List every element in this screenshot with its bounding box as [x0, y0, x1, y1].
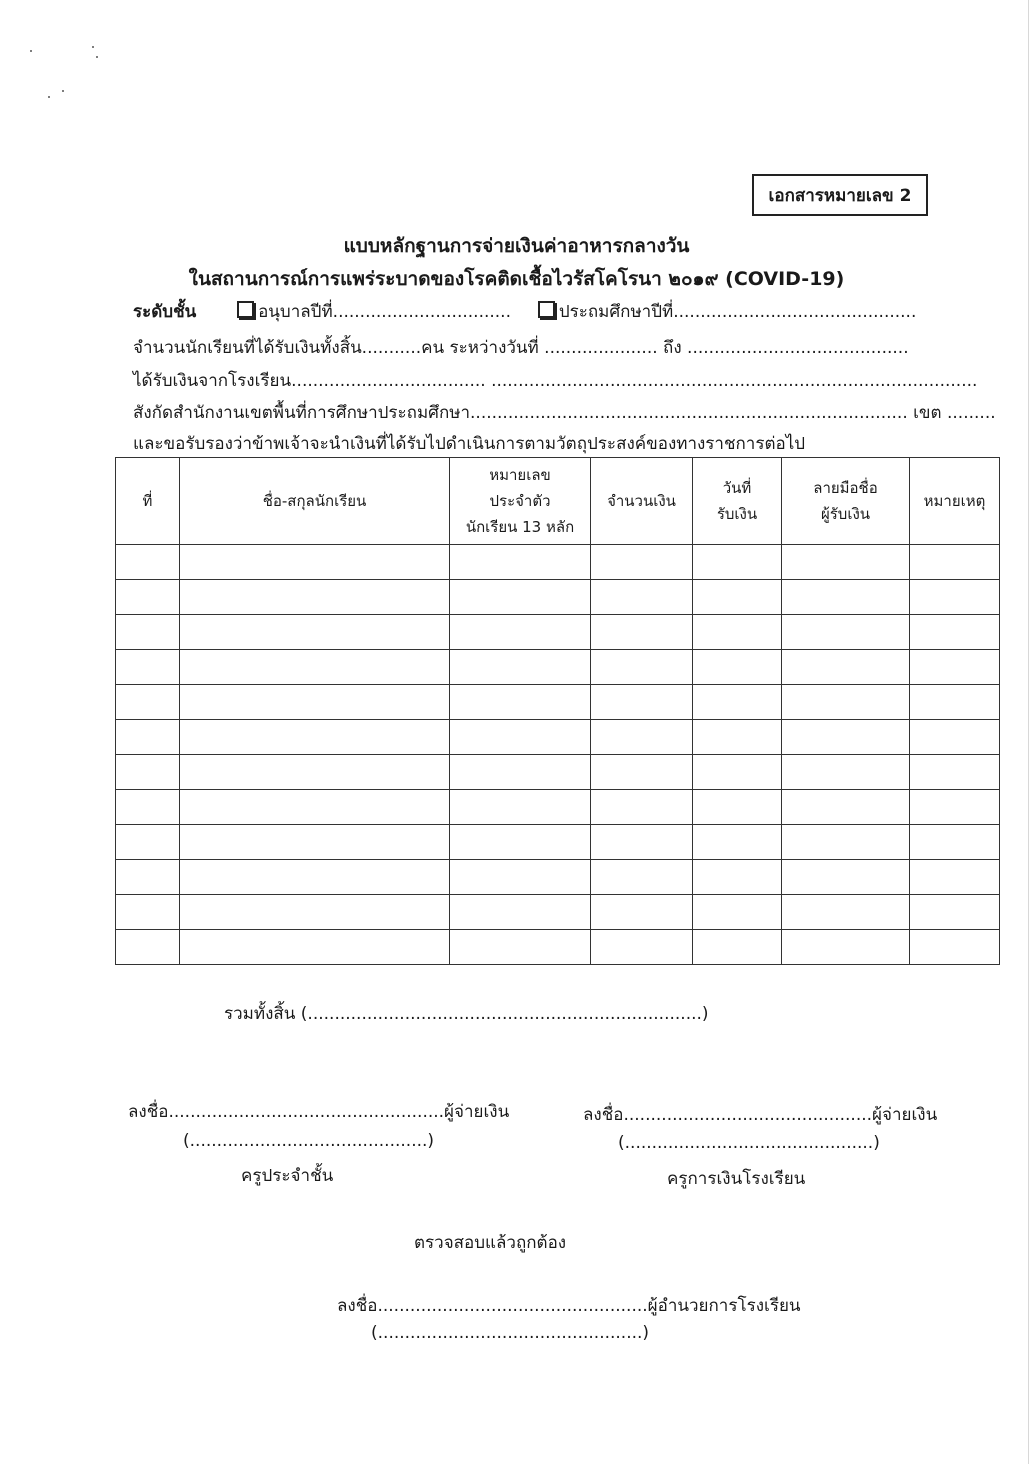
header-label: จำนวนเงิน [607, 492, 676, 510]
table-cell[interactable] [116, 545, 180, 580]
scan-speck [62, 90, 64, 92]
certification-line: และขอรับรองว่าข้าพเจ้าจะนำเงินที่ได้รับไปดำเนินการตามวัตถุประสงค์ของทางราชการต่อไป [133, 434, 806, 454]
table-cell[interactable] [693, 825, 782, 860]
table-cell[interactable] [693, 720, 782, 755]
table-cell[interactable] [910, 650, 1000, 685]
table-cell[interactable] [116, 860, 180, 895]
table-header-cell [693, 458, 782, 545]
payment-table [115, 457, 1000, 965]
table-cell[interactable] [450, 650, 591, 685]
payer-role: ครูประจำชั้น [241, 1166, 334, 1186]
table-cell[interactable] [782, 720, 910, 755]
table-cell[interactable] [180, 790, 450, 825]
table-cell[interactable] [693, 790, 782, 825]
table-cell[interactable] [116, 790, 180, 825]
table-cell[interactable] [180, 615, 450, 650]
table-cell[interactable] [591, 615, 693, 650]
header-label: ที่ [142, 492, 153, 510]
table-cell[interactable] [910, 685, 1000, 720]
school-line: ได้รับเงินจากโรงเรียน.................................... .......................................................................................... [133, 371, 978, 391]
table-cell[interactable] [693, 580, 782, 615]
table-cell[interactable] [591, 755, 693, 790]
scan-speck [30, 50, 32, 52]
table-cell[interactable] [450, 755, 591, 790]
kindergarten-checkbox[interactable] [237, 301, 254, 318]
table-cell[interactable] [591, 895, 693, 930]
table-cell[interactable] [782, 650, 910, 685]
office-line: สังกัดสำนักงานเขตพื้นที่การศึกษาประถมศึกษา................................................................................. เขต ......... [133, 403, 996, 423]
table-cell[interactable] [116, 580, 180, 615]
table-cell[interactable] [910, 790, 1000, 825]
table-cell[interactable] [116, 615, 180, 650]
primary-field: ประถมศึกษาปีที่............................................. [558, 302, 917, 322]
table-cell[interactable] [116, 720, 180, 755]
table-cell[interactable] [591, 860, 693, 895]
table-cell[interactable] [116, 685, 180, 720]
table-cell[interactable] [450, 790, 591, 825]
table-cell[interactable] [782, 895, 910, 930]
header-label: ประจำตัว [489, 492, 551, 510]
table-cell[interactable] [450, 545, 591, 580]
table-header-row [116, 458, 1000, 545]
table-cell[interactable] [180, 720, 450, 755]
table-cell[interactable] [910, 580, 1000, 615]
header-label: ลายมือชื่อ [813, 479, 878, 497]
table-cell[interactable] [782, 685, 910, 720]
table-cell[interactable] [591, 930, 693, 965]
payer-signature-line: ลงชื่อ...................................................ผู้จ่ายเงิน [128, 1102, 510, 1122]
table-header-cell [450, 458, 591, 545]
director-name-parentheses: (.................................................) [371, 1323, 650, 1343]
table-cell[interactable] [180, 755, 450, 790]
table-cell[interactable] [450, 860, 591, 895]
table-header-cell [180, 458, 450, 545]
table-cell[interactable] [910, 755, 1000, 790]
table-body [116, 545, 1000, 965]
table-cell[interactable] [782, 860, 910, 895]
header-label: หมายเหตุ [923, 492, 986, 510]
table-cell[interactable] [693, 545, 782, 580]
table-cell[interactable] [693, 895, 782, 930]
table-cell[interactable] [910, 825, 1000, 860]
table-cell[interactable] [782, 580, 910, 615]
finance-role: ครูการเงินโรงเรียน [667, 1169, 806, 1189]
table-cell[interactable] [782, 545, 910, 580]
table-cell[interactable] [591, 685, 693, 720]
table-cell[interactable] [450, 895, 591, 930]
table-cell[interactable] [116, 930, 180, 965]
table-cell[interactable] [693, 615, 782, 650]
page-edge [1028, 0, 1029, 1464]
table-row [116, 895, 1000, 930]
header-label: ชื่อ-สกุลนักเรียน [262, 492, 367, 510]
total-line: รวมทั้งสิ้น (.........................................................................) [224, 1004, 709, 1024]
table-row [116, 545, 1000, 580]
table-cell[interactable] [180, 685, 450, 720]
table-cell[interactable] [910, 720, 1000, 755]
verified-label: ตรวจสอบแล้วถูกต้อง [414, 1233, 567, 1253]
table-cell[interactable] [450, 825, 591, 860]
table-row [116, 790, 1000, 825]
header-label: รับเงิน [716, 505, 758, 523]
table-cell[interactable] [450, 685, 591, 720]
table-header-cell [782, 458, 910, 545]
table-header-cell [116, 458, 180, 545]
primary-checkbox[interactable] [538, 301, 555, 318]
header-label: นักเรียน 13 หลัก [465, 518, 575, 536]
table-header-cell [591, 458, 693, 545]
table-row [116, 825, 1000, 860]
document-number-badge: เอกสารหมายเลข 2 [752, 174, 928, 216]
table-cell[interactable] [180, 580, 450, 615]
kindergarten-field: อนุบาลปีที่................................. [258, 302, 511, 322]
table-cell[interactable] [180, 860, 450, 895]
table-cell[interactable] [591, 545, 693, 580]
table-cell[interactable] [591, 650, 693, 685]
table-cell[interactable] [116, 825, 180, 860]
table-cell[interactable] [782, 930, 910, 965]
payer-name-parentheses: (............................................) [183, 1131, 435, 1151]
grade-level-label: ระดับชั้น [133, 302, 197, 322]
director-signature-line: ลงชื่อ..................................................ผู้อำนวยการโรงเรียน [337, 1296, 801, 1316]
table-cell[interactable] [910, 930, 1000, 965]
table-cell[interactable] [450, 580, 591, 615]
table-cell[interactable] [910, 895, 1000, 930]
table-cell[interactable] [450, 930, 591, 965]
table-row [116, 930, 1000, 965]
table-row [116, 860, 1000, 895]
table-row [116, 755, 1000, 790]
header-label: วันที่ [722, 479, 752, 497]
header-label: ผู้รับเงิน [820, 505, 871, 523]
table-header-cell [910, 458, 1000, 545]
table-cell[interactable] [116, 650, 180, 685]
scan-speck [96, 56, 98, 58]
table-row [116, 685, 1000, 720]
form-title: แบบหลักฐานการจ่ายเงินค่าอาหารกลางวัน [343, 235, 690, 257]
table-cell[interactable] [116, 895, 180, 930]
table-cell[interactable] [693, 685, 782, 720]
table-cell[interactable] [782, 615, 910, 650]
scan-speck [48, 96, 50, 98]
table-cell[interactable] [693, 650, 782, 685]
grade-level-row [133, 298, 916, 325]
form-subtitle: ในสถานการณ์การแพร่ระบาดของโรคติดเชื้อไวรัสโคโรนา ๒๐๑๙ (COVID-19) [188, 268, 845, 290]
table-cell[interactable] [450, 720, 591, 755]
table-row [116, 615, 1000, 650]
table-row [116, 580, 1000, 615]
table-cell[interactable] [180, 895, 450, 930]
table-cell[interactable] [591, 580, 693, 615]
table-cell[interactable] [591, 825, 693, 860]
student-count-line: จำนวนนักเรียนที่ได้รับเงินทั้งสิ้น...........คน ระหว่างวันที่ ..................... ถึง ......................................... [133, 338, 909, 358]
table-cell[interactable] [180, 650, 450, 685]
table-cell[interactable] [782, 755, 910, 790]
header-label: หมายเลข [489, 466, 551, 484]
table-cell[interactable] [180, 545, 450, 580]
table-row [116, 650, 1000, 685]
finance-signature-line: ลงชื่อ..............................................ผู้จ่ายเงิน [583, 1105, 938, 1125]
table-cell[interactable] [782, 790, 910, 825]
table-cell[interactable] [693, 930, 782, 965]
scan-speck [92, 46, 94, 48]
finance-name-parentheses: (..............................................) [618, 1133, 880, 1153]
table-cell[interactable] [782, 825, 910, 860]
table-cell[interactable] [910, 860, 1000, 895]
table-cell[interactable] [591, 720, 693, 755]
table-cell[interactable] [910, 545, 1000, 580]
table-cell[interactable] [591, 790, 693, 825]
table-cell[interactable] [116, 755, 180, 790]
table-cell[interactable] [693, 755, 782, 790]
table-cell[interactable] [450, 615, 591, 650]
table-cell[interactable] [693, 860, 782, 895]
table-cell[interactable] [910, 615, 1000, 650]
table-cell[interactable] [180, 930, 450, 965]
table-cell[interactable] [180, 825, 450, 860]
table-row [116, 720, 1000, 755]
